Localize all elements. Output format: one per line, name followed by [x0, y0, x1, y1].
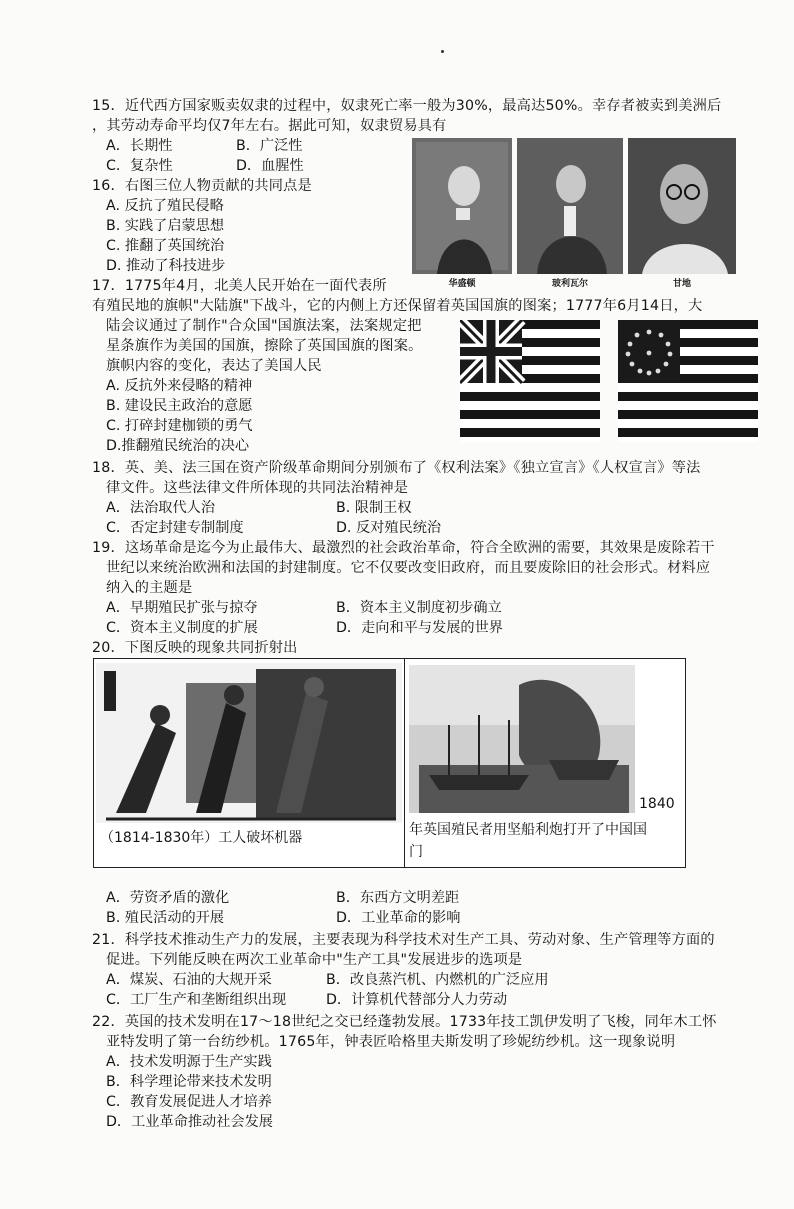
q21-option-d: D．计算机代替部分人力劳动 [326, 992, 508, 1008]
q19-stem-line3: 纳入的主题是 [106, 580, 193, 596]
portrait-gandhi [628, 138, 736, 274]
opium-war-illustration [409, 665, 635, 813]
q19-option-c: C．资本主义制度的扩展 [106, 620, 258, 636]
q20-right-panel [404, 658, 686, 868]
q15-option-d: D．血腥性 [236, 158, 304, 174]
caption-bolivar: 玻利瓦尔 [551, 279, 588, 289]
q17-stem-line4: 星条旗作为美国的国旗，擦除了英国国旗的图案。 [106, 338, 423, 354]
q21-stem-line2: 促进。下列能反映在两次工业革命中"生产工具"发展进步的选项是 [106, 952, 523, 968]
stars-and-stripes-flag-graphic [618, 320, 758, 442]
q20-right-caption-line2: 门 [409, 844, 423, 860]
q17-option-c: C. 打碎封建枷锁的勇气 [106, 418, 253, 434]
q20-right-caption-line1: 年英国殖民者用坚船利炮打开了中国国 [409, 822, 647, 838]
caption-gandhi: 甘地 [672, 279, 691, 289]
q20-option-d: D．工业革命的影响 [336, 910, 461, 926]
q17-stem-line1: 17．1775年4月，北美人民开始在一面代表所 [92, 278, 387, 294]
q17-option-b: B. 建设民主政治的意愿 [106, 398, 253, 414]
continental-flag-graphic [460, 320, 600, 442]
q22-option-b: B．科学理论带来技术发明 [106, 1074, 272, 1090]
portrait-bolivar-graphic [517, 138, 623, 274]
q17-option-d: D.推翻殖民统治的决心 [106, 438, 250, 454]
q16-option-c: C. 推翻了英国统治 [106, 238, 225, 254]
q21-option-b: B．改良蒸汽机、内燃机的广泛应用 [326, 972, 549, 988]
portrait-washington [412, 138, 512, 274]
portrait-gandhi-graphic [628, 138, 736, 274]
continental-flag [460, 320, 600, 442]
q19-option-d: D．走向和平与发展的世界 [336, 620, 503, 636]
q17-stem-line3: 陆会议通过了制作"合众国"国旗法案，法案规定把 [106, 318, 422, 334]
q21-option-c: C．工厂生产和垄断组织出现 [106, 992, 287, 1008]
q20-stem: 20．下图反映的现象共同折射出 [92, 640, 298, 656]
q19-option-b: B．资本主义制度初步确立 [336, 600, 502, 616]
q18-option-b: B. 限制王权 [336, 500, 412, 516]
caption-washington: 华盛顿 [448, 279, 476, 289]
q22-stem-line2: 亚特发明了第一台纺纱机。1765年，钟表匠哈格里夫斯发明了珍妮纺纱机。这一现象说明 [106, 1034, 676, 1050]
q17-stem-line5: 旗帜内容的变化，表达了美国人民 [106, 358, 322, 374]
q18-stem-line2: 律文件。这些法律文件所体现的共同法治精神是 [106, 480, 409, 496]
q18-stem-line1: 18．英、美、法三国在资产阶级革命期间分别颁布了《权利法案》《独立宣言》《人权宣言》等法 [92, 460, 701, 476]
q17-stem-line2: 有殖民地的旗帜"大陆旗"下战斗，它的内侧上方还保留着英国国旗的图案；1777年6月14日，大 [92, 298, 703, 314]
q15-stem-line1: 15．近代西方国家贩卖奴隶的过程中，奴隶死亡率一般为30%，最高达50%。幸存者被卖到美洲后 [92, 98, 722, 114]
stars-and-stripes-flag [618, 320, 758, 442]
q21-stem-line1: 21．科学技术推动生产力的发展，主要表现为科学技术对生产工具、劳动对象、生产管理等方面的 [92, 932, 715, 948]
q18-option-c: C．否定封建专制制度 [106, 520, 244, 536]
q15-option-c: C．复杂性 [106, 158, 173, 174]
q18-option-a: A．法治取代人治 [106, 500, 216, 516]
q20-left-panel [93, 658, 405, 868]
q16-stem: 16．右图三位人物贡献的共同点是 [92, 178, 312, 194]
q21-option-a: A．煤炭、石油的大规开采 [106, 972, 272, 988]
q19-stem-line1: 19．这场革命是迄今为止最伟大、最激烈的社会政治革命，符合全欧洲的需要，其效果是废除若干 [92, 540, 715, 556]
portrait-bolivar [517, 138, 623, 274]
q22-option-c: C．教育发展促进人才培养 [106, 1094, 272, 1110]
q22-option-d: D．工业革命推动社会发展 [106, 1114, 273, 1130]
scan-speck [441, 50, 444, 53]
q15-option-b: B．广泛性 [236, 138, 303, 154]
q22-option-a: A．技术发明源于生产实践 [106, 1054, 272, 1070]
q20-right-year: 1840 [639, 796, 675, 812]
q22-stem-line1: 22．英国的技术发明在17～18世纪之交已经蓬勃发展。1733年技工凯伊发明了飞梭，同年木工怀 [92, 1014, 717, 1030]
q17-option-a: A. 反抗外来侵略的精神 [106, 378, 253, 394]
q15-stem-line2: ，其劳动寿命平均仅7年左右。据此可知，奴隶贸易具有 [92, 118, 447, 134]
q16-option-b: B. 实践了启蒙思想 [106, 218, 225, 234]
q16-option-a: A. 反抗了殖民侵略 [106, 198, 224, 214]
q19-stem-line2: 世纪以来统治欧洲和法国的封建制度。它不仅要改变旧政府，而且要废除旧的社会形式。材料应 [106, 560, 711, 576]
q20-option-c: B. 殖民活动的开展 [106, 910, 225, 926]
machine-breaking-illustration [96, 663, 402, 823]
q20-option-a: A．劳资矛盾的激化 [106, 890, 230, 906]
q16-option-d: D. 推动了科技进步 [106, 258, 226, 274]
q19-option-a: A．早期殖民扩张与掠夺 [106, 600, 258, 616]
q18-option-d: D. 反对殖民统治 [336, 520, 442, 536]
portrait-washington-graphic [412, 138, 512, 274]
q20-option-b: B．东西方文明差距 [336, 890, 460, 906]
q15-option-a: A．长期性 [106, 138, 173, 154]
q20-left-caption: （1814-1830年）工人破坏机器 [100, 830, 303, 846]
